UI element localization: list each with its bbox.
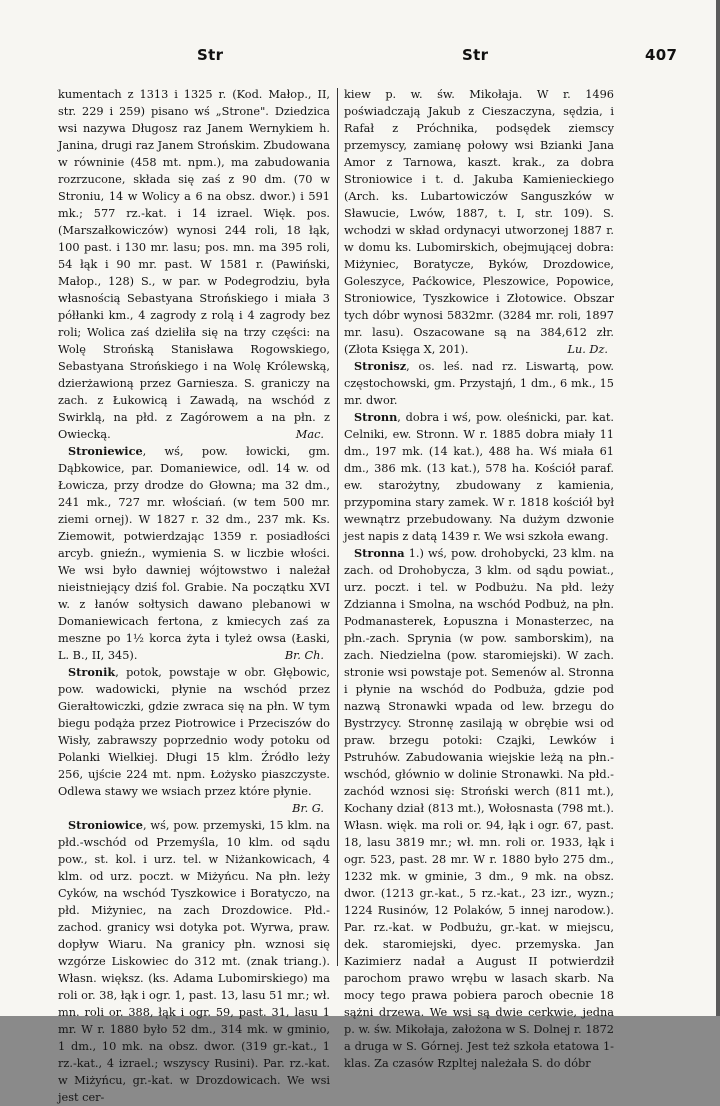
- dictionary-entry: [58, 86, 330, 443]
- entry-headword: Stroniewice: [68, 444, 143, 458]
- entry-text: 1.) wś, pow. drohobycki, 23 klm. na zach. od Drohobycza, 3 klm. od sądu powiat., urz. poczt. i tel. w Podbużu. Na płd. leży Zdzianna i Smolna, na wschód Podbuż, na płn. Podmanasterek, Łopuszna i Monasterzec, na płn.-zach. Sprynia (w pow. samborskim), na zach. Niedzielna (pow. staromiejski). W zach. stronie wsi powstaje pot. Semenów al. Stronna i płynie na wschód do Podbuża, gdzie pod nazwą Stronawki wpada od lew. brzegu do Bystrzycy. Stronnę zasilają w obrębie wsi od praw. brzegu potoki: Czajki, Lewków i Pstruhów. Zabudowania wiejskie leżą na płn.-wschód, głównio w dolinie Stronawki. Na płd.-zachód wznosi się: Stroński werch (811 mt.), Kochany dział (813 mt.), Wołosnasta (798 mt.). Własn. więk. ma roli or. 94, łąk i ogr. 67, past. 18, lasu 3819 mr.; wł. mn. roli or. 1933, łąk i ogr. 523, past. 28 mr. W r. 1880 było 275 dm., 1232 mk. w gminie, 3 dm., 9 mk. na obsz. dwor. (1213 gr.-kat., 5 rz.-kat., 23 izr., wyzn.; 1224 Rusinów, 12 Polaków, 5 innej narodow.). Par. rz.-kat. w Podbużu, gr.-kat. w miejscu, dek. staromiejski, dyec. przemyska. Jan Kazimierz nadał a August II potwierdził parochom prawo wrębu w lasach skarb. Na mocy tego prawa pobiera paroch obecnie 18 sążni drzewa. We wsi są dwie cerkwie, jedna p. w. św. Mikołaja, założona w S. Dolnej r. 1872 a druga w S. Górnej. Jest też szkoła etatowa 1-klas. Za czasów Rzpltej należała S. do dóbr: [344, 547, 614, 1070]
- left-column: [58, 86, 330, 1106]
- entry-text: kiew p. w. św. Mikołaja. W r. 1496 poświadczają Jakub z Cieszaczyna, sędzia, i Rafał z Próchnika, podsędek ziemscy przemyscy, zamianę połowy wsi Bzianki Jana Amor z Tarnowa, kaszt. krak., za dobra Stroniowice i t. d. Jakuba Kamienieckiego (Arch. ks. Lubartowiczów Sanguszków w Sławucie, Lwów, 1887, t. I, str. 109). S. wchodzi w skład ordynacyi utworzonej 1887 r. w domu ks. Lubomirskich, obejmującej dobra: Miżyniec, Boratycze, Byków, Drozdowice, Goleszyce, Paćkowice, Pleszowice, Popowice, Stroniowice, Tyszkowice i Złotowice. Obszar tych dóbr wynosi 5832mr. (3284 mr. roli, 1897 mr. lasu). Oszacowane są na 384,612 złr. (Złota Księga X, 201).: [344, 88, 614, 356]
- running-head-right: Str: [462, 46, 489, 64]
- entry-headword: Stronisz: [354, 359, 407, 373]
- dictionary-entry: [58, 664, 330, 817]
- entry-headword: Stronna: [354, 546, 405, 560]
- right-column: [344, 86, 614, 1072]
- entry-text: kumentach z 1313 i 1325 r. (Kod. Małop., II, str. 229 i 259) pisano wś „Strone". Dziedzica wsi nazywa Długosz raz Janem Wernykiem h. Janina, drugi raz Janem Strońskim. Zbudowana w równinie (458 mt. npm.), ma zabudowania rozrzucone, składa się zaś z 90 dm. (70 w Stroniu, 14 w Wolicy a 6 na obsz. dwor.) i 591 mk.; 577 rz.-kat. i 14 izrael. Więk. pos. (Marszałkowiczów) wynosi 244 roli, 18 łąk, 100 past. i 130 mr. lasu; pos. mn. ma 395 roli, 54 łąk i 90 mr. past. W 1581 r. (Pawiński, Małop., 128) S., w par. w Podegrodziu, była własnością Sebastyana Strońskiego i miała 3 półłanki km., 4 zagrody z rolą i 4 zagrody bez roli; Wolica zaś dzieliła się na trzy części: na Wolę Strońską Stanisława Rogowskiego, Sebastyana Strońskiego i na Wolę Królewską, dzierżawioną przez Garniesza. S. graniczy na zach. z Łukowicą i Zawadą, na wschód z Swirklą, na płd. z Zagórowem a na płn. z Owiecką.: [58, 88, 330, 441]
- running-head-left: Str: [197, 46, 224, 64]
- entry-text: , os. leś. nad rz. Liswartą, pow. częstochowski, gm. Przystajń, 1 dm., 6 mk., 15 mr. dwor.: [344, 360, 614, 407]
- entry-text: , dobra i wś, pow. oleśnicki, par. kat. Celniki, ew. Stronn. W r. 1885 dobra miały 11 dm., 197 mk. (14 kat.), 488 ha. Wś miała 61 dm., 386 mk. (13 kat.), 578 ha. Kościół paraf. ew. starożytny, zbudowany z kamienia, przypomina stary zamek. W r. 1818 kościół był wewnątrz przebudowany. Na dużym dzwonie jest napis z datą 1439 r. We wsi szkoła ewang.: [344, 411, 614, 543]
- dictionary-entry: [344, 545, 614, 1072]
- dictionary-entry: [344, 409, 614, 545]
- column-divider: [337, 88, 338, 966]
- page-edge: [716, 0, 720, 1016]
- entry-headword: Stroniowice: [68, 818, 143, 832]
- dictionary-entry: [58, 443, 330, 664]
- entry-signature: Mac.: [295, 428, 324, 441]
- entry-text: , wś, pow. łowicki, gm. Dąbkowice, par. Domaniewice, odl. 14 w. od Łowicza, przy drodze do Głowna; ma 32 dm., 241 mk., 727 mr. włościań. (w tem 500 mr. ziemi ornej). W 1827 r. 32 dm., 237 mk. Ks. Ziemowit, potwierdzając 1359 r. posiadłości arcyb. gnieźn., wymienia S. w liczbie włości. We wsi było dawniej wójtowstwo i należał nieistniejący dziś fol. Grabie. Na początku XVI w. z łanów sołtysich dawano plebanowi w Domaniewicach fertona, z kmiecych zaś za meszne po 1½ korca żyta i tyleż owsa (Łaski, L. B., II, 345).: [58, 445, 330, 662]
- entry-text: , potok, powstaje w obr. Głębowic, pow. wadowicki, płynie na wschód przez Gierałtowiczki, gdzie zwraca się na płn. W tym biegu podąża przez Piotrowice i Przeciszów do Wisły, zabrawszy poprzednio wody potoku od Polanki Wielkiej. Długi 15 klm. Źródło leży 256, ujście 224 mt. npm. Łożysko piaszczyste. Odlewa stawy we wsiach przez które płynie.: [58, 666, 330, 798]
- entry-headword: Stronn: [354, 410, 398, 424]
- dictionary-entry: [344, 86, 614, 358]
- entry-signature: Lu. Dz.: [567, 343, 608, 356]
- entry-signature: Br. G.: [292, 802, 324, 815]
- dictionary-entry: [344, 358, 614, 409]
- entry-text: , wś, pow. przemyski, 15 klm. na płd.-wschód od Przemyśla, 10 klm. od sądu pow., st. kol. i urz. tel. w Niżankowicach, 4 klm. od urz. poczt. w Miżyńcu. Na płn. leży Cyków, na wschód Tyszkowice i Boratyczo, na płd. Miżyniec, na zach Drozdowice. Płd.-zachod. granicy wsi dotyka pot. Wyrwa, praw. dopływ Wiaru. Na granicy płn. wznosi się wzgórze Liskowiec do 312 mt. (znak triang.). Własn. większ. (ks. Adama Lubomirskiego) ma roli or. 38, łąk i ogr. 1, past. 13, lasu 51 mr.; wł. mn. roli or. 388, łąk i ogr. 59, past. 31, lasu 1 mr. W r. 1880 było 52 dm., 314 mk. w gminio, 1 dm., 10 mk. na obsz. dwor. (319 gr.-kat., 1 rz.-kat., 4 izrael.; wszyscy Rusini). Par. rz.-kat. w Miżyńcu, gr.-kat. w Drozdowicach. We wsi jest cer-: [58, 819, 330, 1104]
- entry-signature: Br. Ch.: [284, 649, 324, 662]
- entry-headword: Stronik: [68, 665, 116, 679]
- page-number: 407: [645, 46, 678, 64]
- dictionary-entry: [58, 817, 330, 1106]
